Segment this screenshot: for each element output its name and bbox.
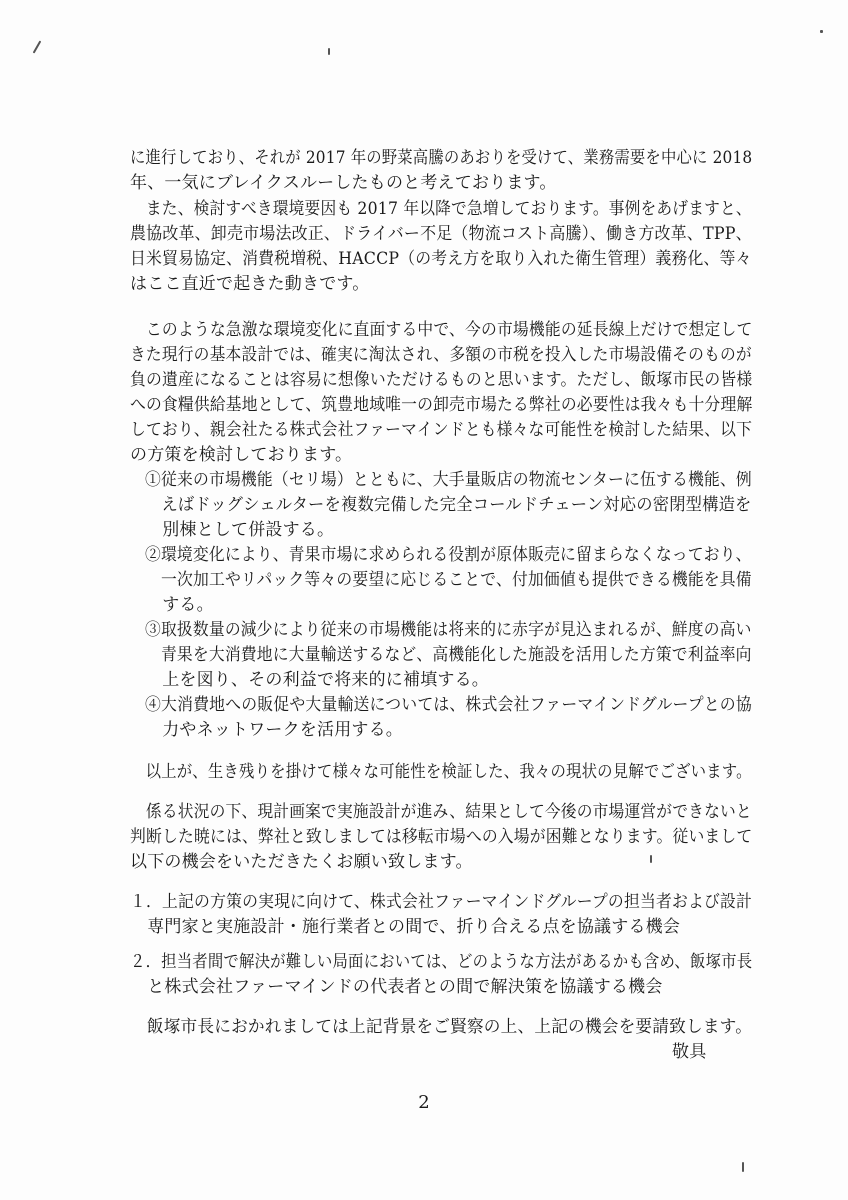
env-line: 農協改革、卸売市場法改正、ドライバー不足（物流コスト高騰）、働き方改革、TPP、 xyxy=(130,224,752,244)
measure-line: えばドッグシェルターを複数完備した完全コールドチェーン対応の密閉型構造を xyxy=(145,495,752,515)
measure-line: 青果を大消費地に大量輸送するなど、高機能化した施設を活用した方策で利益率向 xyxy=(145,645,752,665)
env-line: また、検討すべき環境要因も 2017 年以降で急増しております。事例をあげますと、 xyxy=(130,199,752,219)
measure-line: する。 xyxy=(145,595,214,615)
env-line: はここ直近で起きた動きです。 xyxy=(130,274,370,294)
request-item-line: 専門家と実施設計・施行業者との間で、折り合える点を協議する機会 xyxy=(130,917,681,937)
scan-speck xyxy=(742,1162,744,1172)
measure-line: ②環境変化により、青果市場に求められる役割が原体販売に留まらなくなっており、 xyxy=(145,545,752,565)
request-para-line: 判断した暁には、弊社と致しましては移転市場への入場が困難となります。従いまして xyxy=(130,827,753,847)
intro-line: 年、一気にブレイクスルーしたものと考えております。 xyxy=(130,173,557,193)
request-item-line: と株式会社ファーマインドの代表者との間で解決策を協議する機会 xyxy=(130,977,663,997)
plan-line: の方策を検討しております。 xyxy=(130,445,353,465)
plan-line: 負の遺産になることは容易に想像いただけるものと思います。ただし、飯塚市民の皆様 xyxy=(130,370,753,390)
measure-line: ①従来の市場機能（セリ場）とともに、大手量販店の物流センターに伍する機能、例 xyxy=(145,470,752,490)
measure-line: 別棟として併設する。 xyxy=(145,520,335,540)
closing-text: 敬具 xyxy=(672,1042,707,1062)
measure-line: 一次加工やリパック等々の要望に応じることで、付加価値も提供できる機能を具備 xyxy=(145,570,752,590)
request-para-line: 係る状況の下、現計画案で実施設計が進み、結果として今後の市場運営ができないと xyxy=(130,802,752,822)
measure-line: ③取扱数量の減少により従来の市場機能は将来的に赤字が見込まれるが、鮮度の高い xyxy=(145,620,752,640)
plan-line: このような急激な環境変化に直面する中で、今の市場機能の延長線上だけで想定して xyxy=(130,320,753,340)
final-line: 飯塚市長におかれましては上記背景をご賢察の上、上記の機会を要請致します。 xyxy=(130,1017,753,1037)
request-item-line: ２．担当者間で解決が難しい局面においては、どのような方法があるかも含め、飯塚市長 xyxy=(130,952,753,972)
plan-line: への食糧供給基地として、筑豊地域唯一の卸売市場たる弊社の必要性は我々も十分理解 xyxy=(130,395,753,415)
request-para-line: 以下の機会をいただきたくお願い致します。 xyxy=(130,852,473,872)
scan-speck xyxy=(820,30,823,33)
scan-speck xyxy=(650,855,652,863)
scan-speck xyxy=(33,40,42,53)
intro-line: に進行しており、それが 2017 年の野菜高騰のあおりを受けて、業務需要を中心に 2018 xyxy=(130,148,753,168)
summary-line: 以上が、生き残りを掛けて様々な可能性を検証した、我々の現状の見解でございます。 xyxy=(130,762,752,782)
plan-line: きた現行の基本設計では、確実に淘汰され、多額の市税を投入した市場設備そのものが xyxy=(130,345,752,365)
measure-line: ④大消費地への販促や大量輸送については、株式会社ファーマインドグループとの協 xyxy=(145,695,752,715)
request-item-line: １．上記の方策の実現に向けて、株式会社ファーマインドグループの担当者および設計 xyxy=(130,892,753,912)
env-line: 日米貿易協定、消費税増税、HACCP（の考え方を取り入れた衛生管理）義務化、等々 xyxy=(130,249,752,269)
measure-line: 上を図り、その利益で将来的に補填する。 xyxy=(145,670,489,690)
measure-line: 力やネットワークを活用する。 xyxy=(145,720,403,740)
plan-line: しており、親会社たる株式会社ファーマインドとも様々な可能性を検討した結果、以下 xyxy=(130,420,753,440)
page-number: 2 xyxy=(418,1092,430,1113)
scan-speck xyxy=(328,48,330,55)
